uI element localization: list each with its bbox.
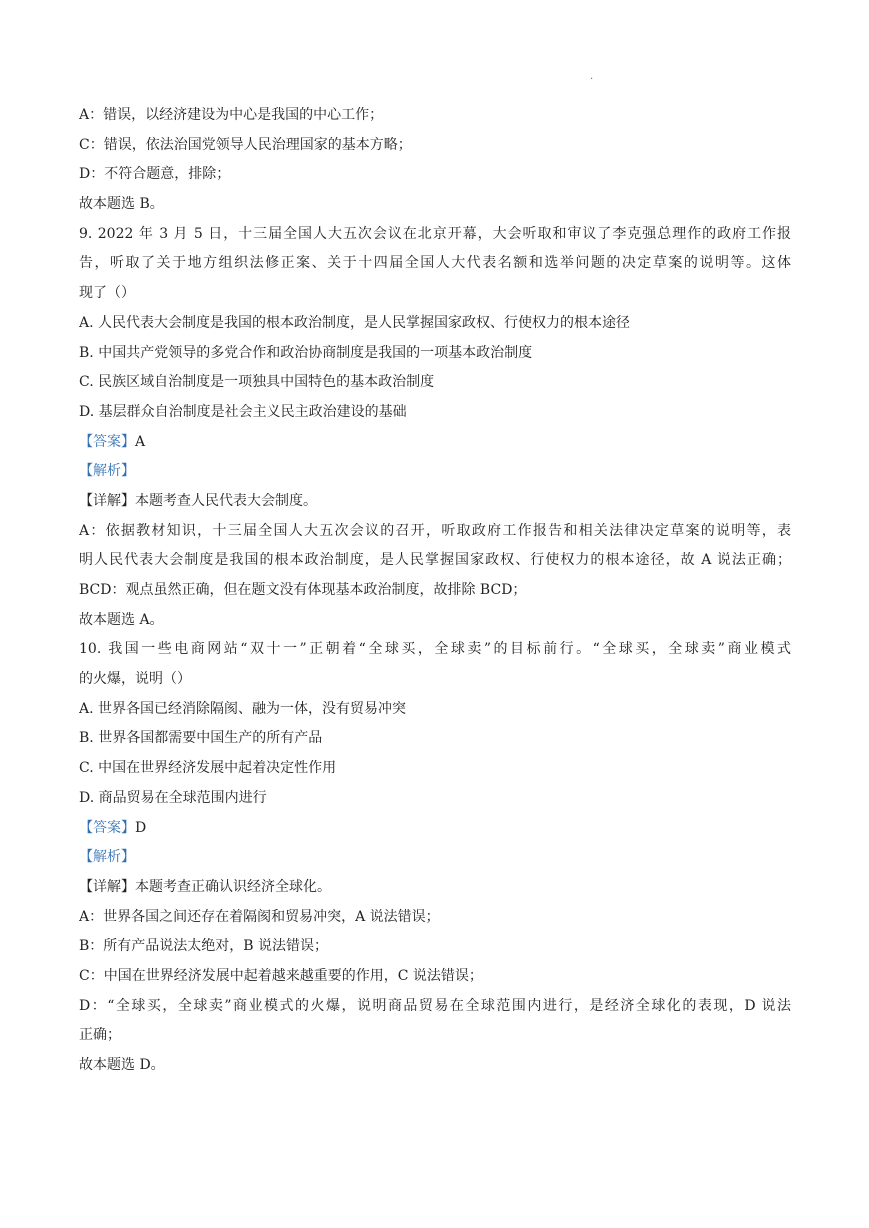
q9-explain-line-2: 明人民代表大会制度是我国的根本政治制度，是人民掌握国家政权、行使权力的根本途径，故 A 说法正确； — [79, 552, 791, 569]
q8-explanation — [79, 101, 791, 220]
q10-analysis-tag: 【解析】 — [79, 849, 135, 866]
q10-explain-c: C：中国在世界经济发展中起着越来越重要的作用，C 说法错误； — [79, 967, 483, 984]
q10-option-c: C. 中国在世界经济发展中起着决定性作用 — [79, 760, 337, 777]
question-10 — [79, 635, 791, 1080]
q10-stem-line-1: 10. 我国一些电商网站“双十一”正朝着“全球买，全球卖”的目标前行。“全球买，全球卖”商业模式 — [79, 641, 791, 658]
q9-option-a: A. 人民代表大会制度是我国的根本政治制度，是人民掌握国家政权、行使权力的根本途径 — [79, 314, 631, 331]
q9-stem-line-2: 告，听取了关于地方组织法修正案、关于十四届全国人大代表名额和选举问题的决定草案的说明等。这体 — [79, 255, 791, 272]
q9-conclusion: 故本题选 A。 — [79, 611, 164, 628]
q9-analysis — [79, 457, 791, 487]
q10-detail-text: 本题考查正确认识经济全球化。 — [135, 878, 331, 895]
q8-explain-c: C：错误，依法治国党领导人民治理国家的基本方略； — [79, 136, 412, 153]
header-dot: . — [590, 71, 594, 82]
q10-explain-a: A：世界各国之间还存在着隔阂和贸易冲突，A 说法错误； — [79, 908, 440, 925]
q10-option-b: B. 世界各国都需要中国生产的所有产品 — [79, 730, 323, 747]
q9-option-b: B. 中国共产党领导的多党合作和政治协商制度是我国的一项基本政治制度 — [79, 344, 533, 361]
document-content — [79, 101, 791, 1081]
q10-explain-b: B：所有产品说法太绝对，B 说法错误； — [79, 938, 329, 955]
q9-explain-line-1: A：依据教材知识，十三届全国人大五次会议的召开，听取政府工作报告和相关法律决定草案的说明等，表 — [79, 522, 791, 539]
q10-answer — [79, 814, 791, 844]
q8-conclusion: 故本题选 B。 — [79, 196, 164, 213]
q9-stem-line-1: 9. 2022 年 3 月 5 日，十三届全国人大五次会议在北京开幕，大会听取和审议了李克强总理作的政府工作报 — [79, 225, 791, 242]
q10-detail — [79, 873, 791, 903]
q10-option-a: A. 世界各国已经消除隔阂、融为一体，没有贸易冲突 — [79, 700, 407, 717]
q10-answer-value: D — [135, 819, 147, 836]
q9-answer-value: A — [135, 433, 146, 450]
q9-explain-line-3: BCD：观点虽然正确，但在题文没有体现基本政治制度，故排除 BCD； — [79, 582, 527, 598]
q9-stem-line-3: 现了（） — [79, 285, 135, 302]
q10-answer-tag: 【答案】 — [79, 819, 135, 836]
q10-option-d: D. 商品贸易在全球范围内进行 — [79, 789, 267, 806]
q9-option-d: D. 基层群众自治制度是社会主义民主政治建设的基础 — [79, 403, 407, 420]
q9-detail — [79, 487, 791, 517]
q9-detail-text: 本题考查人民代表大会制度。 — [135, 492, 317, 509]
q9-answer — [79, 428, 791, 458]
q10-stem-line-2: 的火爆，说明（） — [79, 671, 191, 688]
q9-answer-tag: 【答案】 — [79, 433, 135, 450]
q10-conclusion: 故本题选 D。 — [79, 1057, 165, 1073]
q10-detail-tag: 【详解】 — [79, 878, 135, 895]
q10-explain-d-line-1: D：“全球买，全球卖”商业模式的火爆，说明商品贸易在全球范围内进行，是经济全球化的表现，D 说法 — [79, 997, 791, 1014]
q9-analysis-tag: 【解析】 — [79, 463, 135, 480]
q8-explain-a: A：错误，以经济建设为中心是我国的中心工作； — [79, 107, 384, 123]
question-9 — [79, 220, 791, 636]
q9-option-c: C. 民族区域自治制度是一项独具中国特色的基本政治制度 — [79, 374, 435, 391]
q10-analysis — [79, 843, 791, 873]
q10-explain-d-line-2: 正确； — [79, 1027, 121, 1044]
q8-explain-d: D：不符合题意，排除； — [79, 166, 231, 183]
q9-detail-tag: 【详解】 — [79, 492, 135, 509]
